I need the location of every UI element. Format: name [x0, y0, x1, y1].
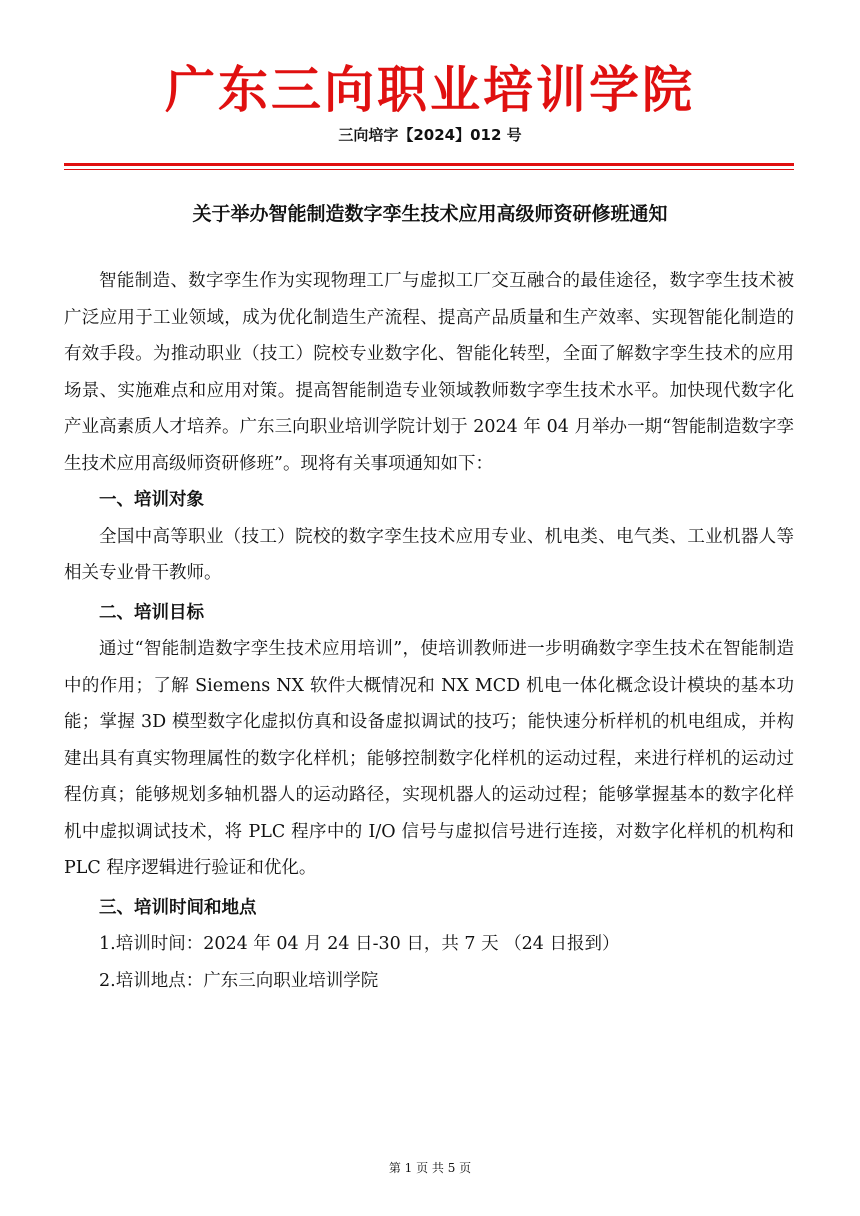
section-paragraph: 通过“智能制造数字孪生技术应用培训”，使培训教师进一步明确数字孪生技术在智能制造中的作用；了解 Siemens NX 软件大概情况和 NX MCD 机电一体化概念设计模块的基本功能；掌握 3D 模型数字化虚拟仿真和设备虚拟调试的技巧；能快速分析样机的机电组成，并构建出具有真实物理属性的数字化样机；能够控制数字化样机的运动过程，来进行样机的运动过程仿真；能够规划多轴机器人的运动路径，实现机器人的运动过程；能够掌握基本的数字化样机中虚拟调试技术，将 PLC 程序中的 I/O 信号与虚拟信号进行连接，对数字化样机的机构和 PLC 程序逻辑进行验证和优化。 [64, 639, 794, 878]
intro-paragraph: 智能制造、数字孪生作为实现物理工厂与虚拟工厂交互融合的最佳途径，数字孪生技术被广泛应用于工业领域，成为优化制造生产流程、提高产品质量和生产效率、实现智能化制造的有效手段。为推动职业（技工）院校专业数字化、智能化转型，全面了解数字孪生技术的应用场景、实施难点和应用对策。提高智能制造专业领域教师数字孪生技术水平。加快现代数字化产业高素质人才培养。广东三向职业培训学院计划于 2024 年 04 月举办一期“智能制造数字孪生技术应用高级师资研修班”。现将有关事项通知如下： [64, 271, 794, 474]
page-footer: 第 1 页 共 5 页 [388, 1161, 472, 1175]
document-number: 三向培字【2024】012 号 [338, 126, 522, 144]
section-heading-objectives: 二、培训目标 [99, 602, 204, 623]
document-body [64, 263, 794, 999]
section-heading-time-location: 三、培训时间和地点 [99, 897, 257, 918]
notice-title: 关于举办智能制造数字孪生技术应用高级师资研修班通知 [192, 203, 668, 225]
section-paragraph: 1.培训时间：2024 年 04 月 24 日-30 日，共 7 天 （24 日报到） [99, 934, 620, 954]
header-rule-thick [64, 163, 794, 166]
section-heading-trainees: 一、培训对象 [99, 490, 204, 510]
section-paragraph: 全国中高等职业（技工）院校的数字孪生技术应用专业、机电类、电气类、工业机器人等相关专业骨干教师。 [64, 526, 794, 583]
section-paragraph: 2.培训地点：广东三向职业培训学院 [99, 970, 379, 991]
header-rule-thin [64, 169, 794, 170]
organization-name: 广东三向职业培训学院 [165, 60, 695, 119]
